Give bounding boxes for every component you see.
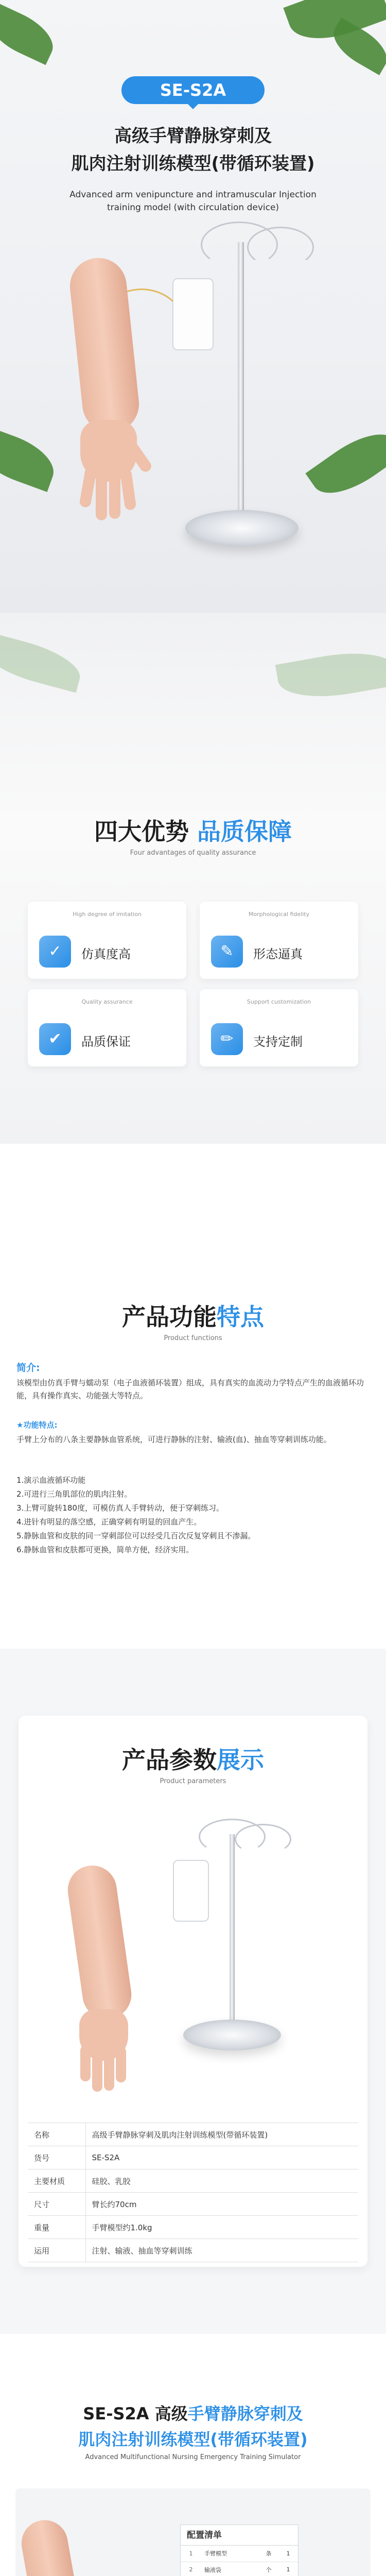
list-item: 2.可进行三角肌部位的肌肉注射。 (16, 1489, 132, 1499)
config-name: 输液袋 (201, 2562, 259, 2576)
features-list (16, 1473, 372, 1557)
param-value: 手臂模型约1.0kg (85, 2216, 358, 2239)
table-row (28, 2123, 358, 2146)
parameters-title-part2: 展示 (217, 1746, 264, 1774)
bottom-subtitle: Advanced Multifunctional Nursing Emergency Training Simulator (85, 2453, 301, 2461)
plant-leaf-decoration (0, 2, 61, 65)
param-key: 名称 (28, 2123, 85, 2146)
parameters-table (28, 2123, 358, 2262)
functions-title-part1: 产品功能 (122, 1303, 217, 1331)
bottom-title-line2: 肌肉注射训练模型(带循环装置) (78, 2430, 308, 2449)
advantage-card (28, 989, 186, 1066)
configuration-section (0, 2334, 386, 2576)
advantage-card (200, 902, 358, 979)
param-key: 货号 (28, 2146, 85, 2170)
configuration-list (180, 2524, 299, 2576)
list-item: 1.演示血液循环功能 (16, 1476, 86, 1485)
bottom-title-part1: SE-S2A 高级 (83, 2404, 188, 2424)
advantage-english: Morphological fidelity (248, 911, 310, 918)
plant-leaf-decoration (305, 420, 386, 507)
functions-title (0, 1298, 386, 1332)
hero-section (0, 0, 386, 613)
param-key: 主要材质 (28, 2170, 85, 2193)
functions-section (0, 1144, 386, 1649)
table-row (181, 2562, 298, 2576)
config-qty: 1 (278, 2562, 298, 2576)
plant-leaf-decoration (0, 631, 85, 692)
quality-check-icon: ✔ (39, 1023, 71, 1055)
functions-subtitle: Product functions (164, 1334, 222, 1342)
product-title-line2: 肌肉注射训练模型(带循环装置) (71, 154, 315, 174)
config-index: 2 (181, 2562, 201, 2576)
advantage-english: Quality assurance (81, 998, 133, 1005)
parameters-section (0, 1649, 386, 2334)
plant-leaf-decoration (0, 425, 61, 492)
param-key: 重量 (28, 2216, 85, 2239)
shield-check-icon: ✓ (39, 936, 71, 968)
advantage-label: 形态逼真 (253, 947, 303, 961)
features-heading: ★功能特点: (16, 1420, 58, 1430)
advantages-title-part1: 四大优势 (94, 818, 189, 845)
config-unit: 个 (259, 2562, 278, 2576)
table-row (28, 2146, 358, 2170)
param-value: SE-S2A (85, 2146, 358, 2170)
list-item: 6.静脉血管和皮肤都可更换，简单方便，经济实用。 (16, 1545, 194, 1554)
advantages-title-part2: 品质保障 (197, 818, 292, 845)
config-unit: 条 (259, 2546, 278, 2562)
plant-leaf-decoration (275, 645, 386, 706)
param-value: 硅胶、乳胶 (85, 2170, 358, 2193)
advantage-card (28, 902, 186, 979)
param-value: 高级手臂静脉穿刺及肌肉注射训练模型(带循环装置) (85, 2123, 358, 2146)
config-qty: 1 (278, 2546, 298, 2562)
advantages-title (0, 813, 386, 847)
product-english-title: Advanced arm venipuncture and intramuscular Injection training model (with circulation device) (69, 190, 317, 213)
bottom-title-line1 (0, 2401, 386, 2425)
advantage-label: 仿真度高 (81, 947, 131, 961)
parameters-title (19, 1741, 367, 1775)
table-row (28, 2239, 358, 2262)
table-row (181, 2546, 298, 2562)
param-value: 注射、输液、抽血等穿刺训练 (85, 2239, 358, 2262)
list-item: 4.进针有明显的落空感，正确穿刺有明显的回血产生。 (16, 1517, 202, 1527)
advantage-label: 支持定制 (253, 1035, 303, 1049)
pencil-icon: ✏ (211, 1023, 243, 1055)
configuration-list-title: 配置清单 (181, 2525, 298, 2546)
advantage-english: High degree of imitation (73, 911, 142, 918)
features-intro: 手臂上分布的八条主要静脉血管系统，可进行静脉的注射、输液(血)、抽血等穿刺训练功能。 (16, 1435, 331, 1444)
parameters-title-part1: 产品参数 (122, 1746, 217, 1774)
advantages-section (0, 613, 386, 1144)
list-item: 5.静脉血管和皮肤的同一穿刺部位可以经受几百次反复穿刺且不渗漏。 (16, 1531, 256, 1540)
table-row (28, 2216, 358, 2239)
param-value: 臂长约70cm (85, 2193, 358, 2216)
list-item: 3.上臂可旋转180度，可模仿真人手臂转动，便于穿刺练习。 (16, 1503, 224, 1513)
advantages-subtitle: Four advantages of quality assurance (130, 849, 256, 857)
intro-heading: 简介: (16, 1362, 40, 1374)
param-key: 尺寸 (28, 2193, 85, 2216)
advantage-label: 品质保证 (81, 1035, 131, 1049)
parameters-subtitle: Product parameters (160, 1777, 226, 1785)
advantage-card (200, 989, 358, 1066)
table-row (28, 2193, 358, 2216)
model-number-badge: SE-S2A (121, 76, 265, 104)
bottom-title-part2: 手臂静脉穿刺及 (187, 2404, 303, 2424)
intro-text: 该模型由仿真手臂与蠕动泵（电子血液循环装置）组成，具有真实的血流动力学特点产生的血液循环功能，具有操作真实、功能强大等特点。 (16, 1378, 364, 1400)
config-index: 1 (181, 2546, 201, 2562)
functions-title-part2: 特点 (217, 1303, 264, 1331)
param-key: 运用 (28, 2239, 85, 2262)
brush-icon: ✎ (211, 936, 243, 968)
advantage-english: Support customization (247, 998, 311, 1005)
config-name: 手臂模型 (201, 2546, 259, 2562)
table-row (28, 2170, 358, 2193)
product-title-line1: 高级手臂静脉穿刺及 (114, 126, 272, 146)
